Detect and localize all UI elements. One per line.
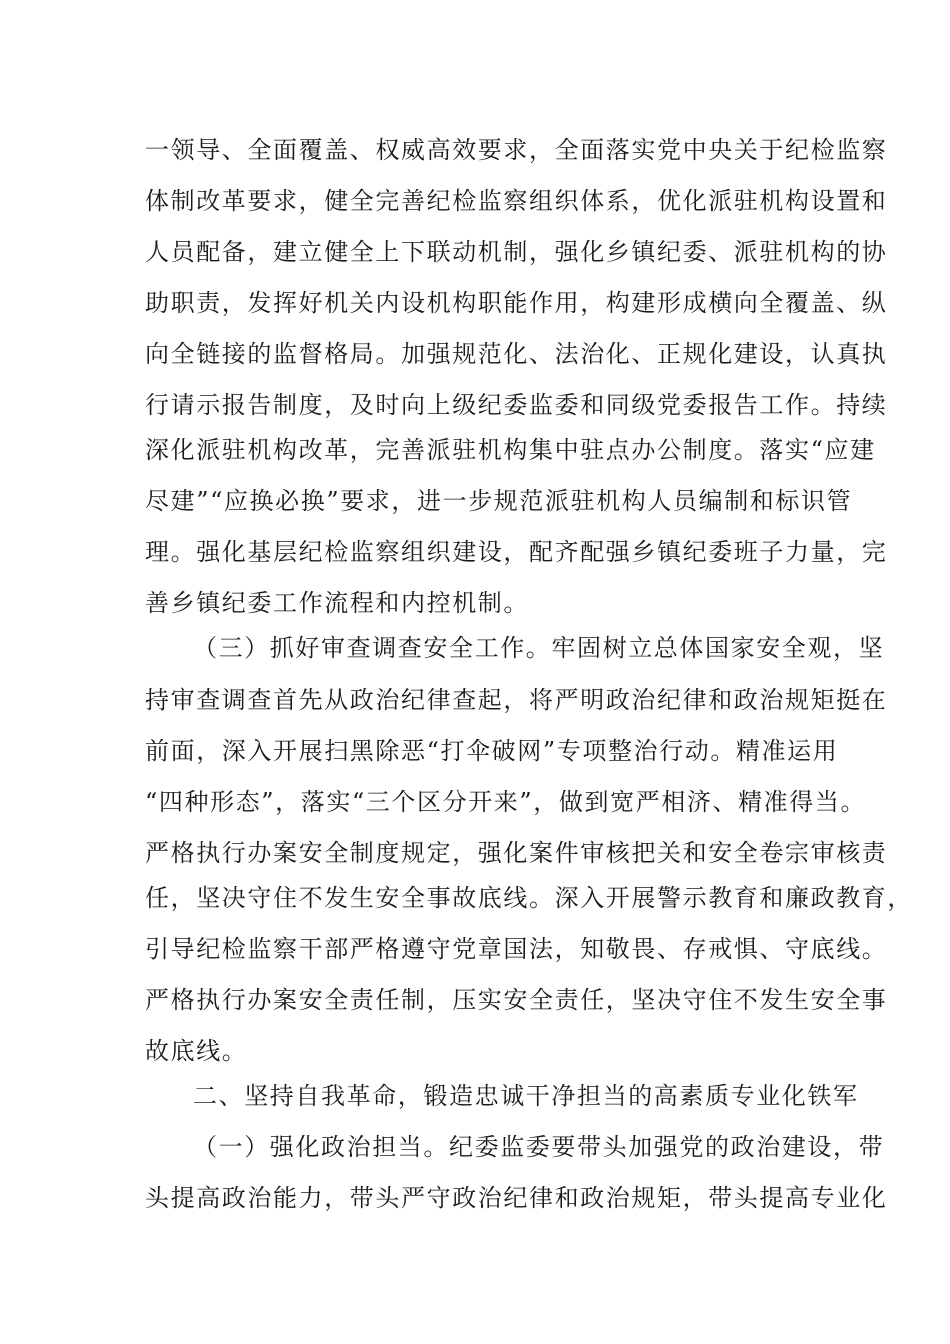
section-heading-paragraph: （一）强化政治担当。纪委监委要带头加强党的政治建设，带 xyxy=(193,1133,885,1161)
text-line: 善乡镇纪委工作流程和内控机制。 xyxy=(145,589,529,617)
text-line: 深化派驻机构改革，完善派驻机构集中驻点办公制度。落实“应建 xyxy=(145,436,876,464)
chapter-heading: 二、坚持自我革命，锻造忠诚干净担当的高素质专业化铁军 xyxy=(193,1082,859,1110)
text-line: 人员配备，建立健全上下联动机制，强化乡镇纪委、派驻机构的协 xyxy=(145,238,888,266)
text-line: 故底线。 xyxy=(145,1037,248,1065)
text-line: 体制改革要求，健全完善纪检监察组织体系，优化派驻机构设置和 xyxy=(145,187,888,215)
text-line: 持审查调查首先从政治纪律查起，将严明政治纪律和政治规矩挺在 xyxy=(145,686,888,714)
text-line: 严格执行办案安全责任制，压实安全责任，坚决守住不发生安全事 xyxy=(145,986,888,1014)
text-line: 引导纪检监察干部严格遵守党章国法，知敬畏、存戒惧、守底线。 xyxy=(145,935,888,963)
section-heading-paragraph: （三）抓好审查调查安全工作。牢固树立总体国家安全观，坚 xyxy=(193,634,885,662)
text-line: 理。强化基层纪检监察组织建设，配齐配强乡镇纪委班子力量，完 xyxy=(145,538,888,566)
text-line: 一领导、全面覆盖、权威高效要求，全面落实党中央关于纪检监察 xyxy=(145,136,888,164)
text-line: 助职责，发挥好机关内设机构职能作用，构建形成横向全覆盖、纵 xyxy=(145,289,888,317)
text-line: 严格执行办案安全制度规定，强化案件审核把关和安全卷宗审核责 xyxy=(145,839,888,867)
text-line: 任，坚决守住不发生安全事故底线。深入开展警示教育和廉政教育， xyxy=(145,884,913,912)
text-line: 向全链接的监督格局。加强规范化、法治化、正规化建设，认真执 xyxy=(145,340,888,368)
text-line: 行请示报告制度，及时向上级纪委监委和同级党委报告工作。持续 xyxy=(145,391,888,419)
text-line: 头提高政治能力，带头严守政治纪律和政治规矩，带头提高专业化 xyxy=(145,1184,888,1212)
text-line: 尽建”“应换必换”要求，进一步规范派驻机构人员编制和标识管 xyxy=(145,487,853,515)
text-line: 前面，深入开展扫黑除恶“打伞破网”专项整治行动。精准运用 xyxy=(145,737,839,765)
text-line: “四种形态”，落实“三个区分开来”，做到宽严相济、精准得当。 xyxy=(145,788,867,816)
